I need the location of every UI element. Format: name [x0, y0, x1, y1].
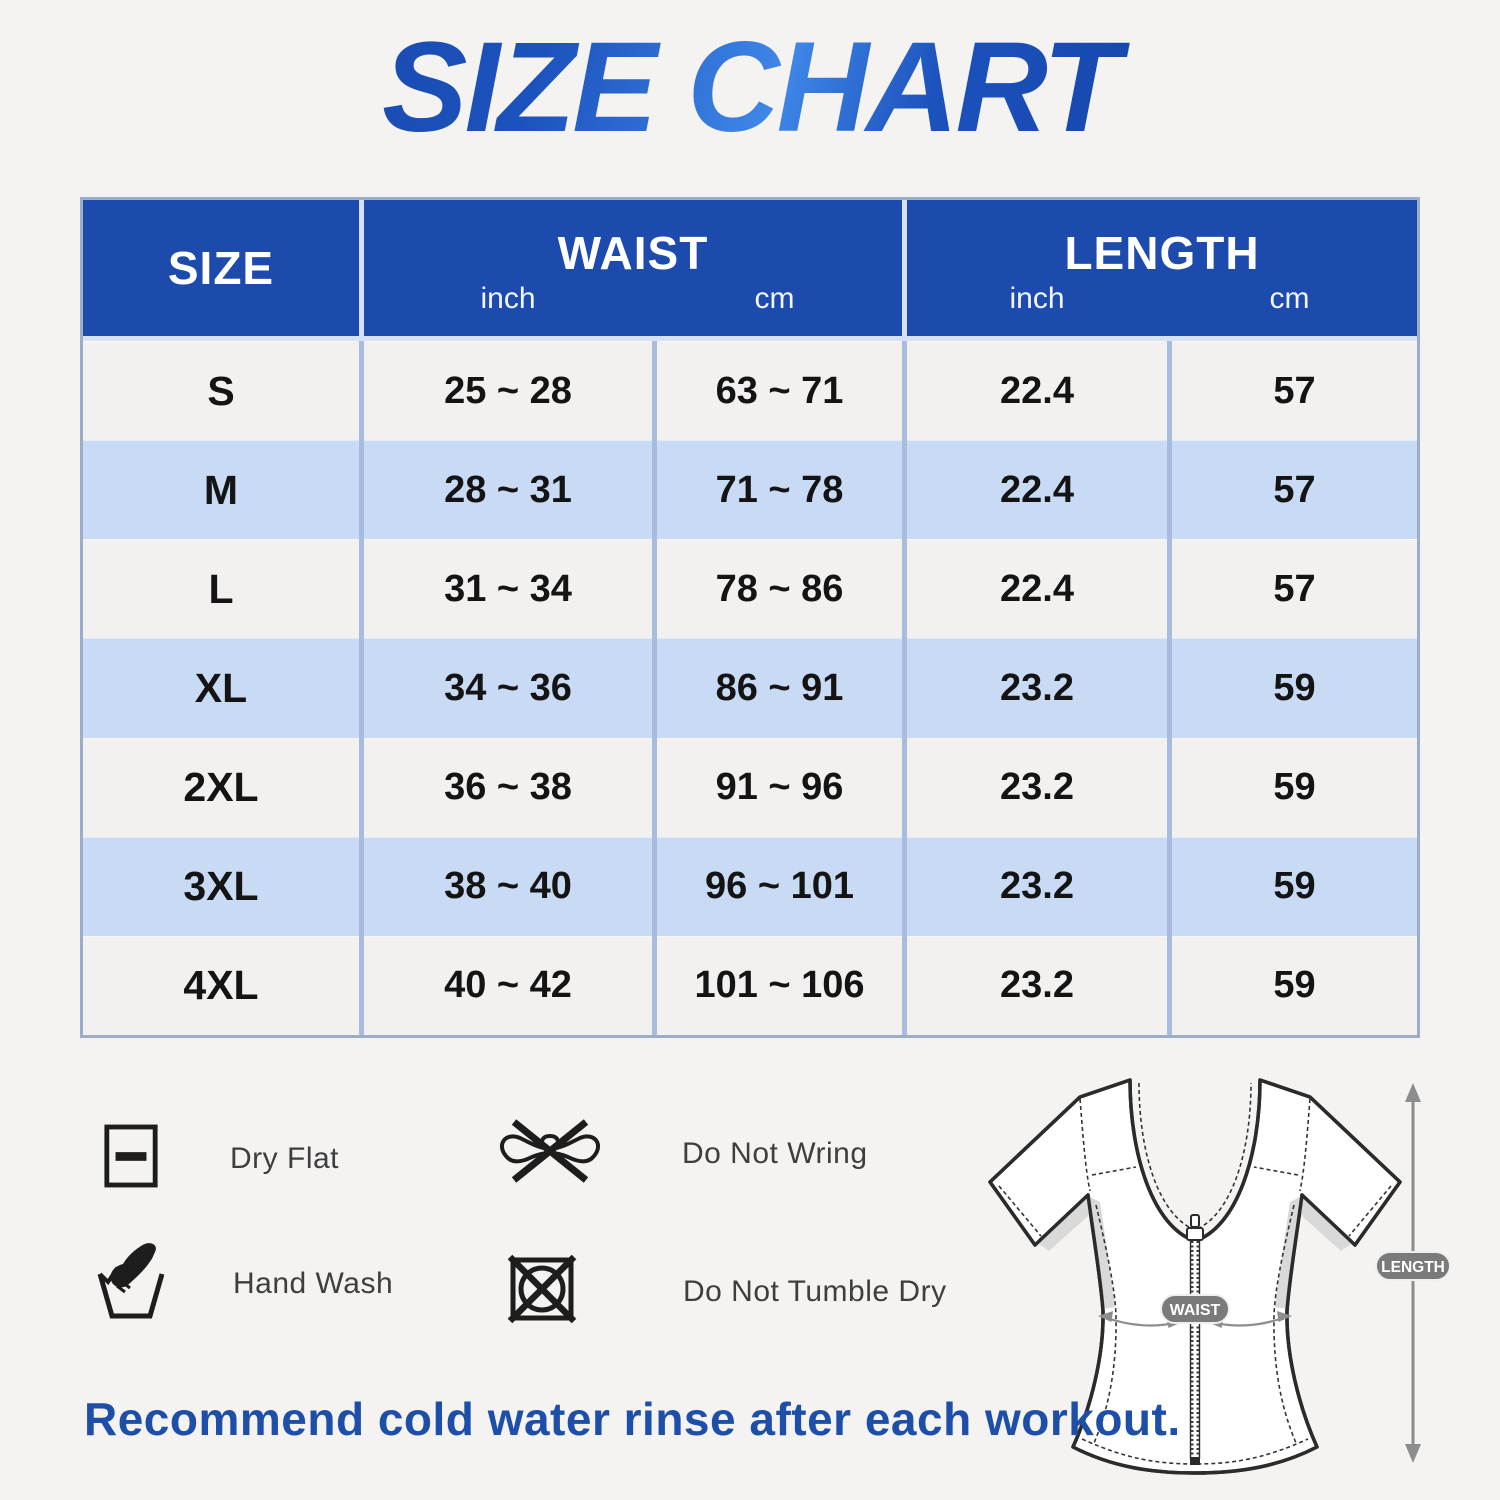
cell-waist-inch: 36 ~ 38: [364, 738, 652, 837]
length-badge: [1376, 1252, 1450, 1280]
cell-waist-cm: 63 ~ 71: [657, 341, 902, 440]
cell-length-inch: 22.4: [907, 341, 1167, 440]
svg-text:WAIST: WAIST: [1169, 1302, 1221, 1319]
cell-length-cm: 59: [1172, 738, 1417, 837]
cell-size: M: [83, 440, 359, 539]
care-item-hand-wash: [95, 1240, 393, 1327]
size-table-header: [83, 200, 1417, 341]
care-label: Do Not Tumble Dry: [683, 1274, 947, 1308]
cell-size: 4XL: [83, 936, 359, 1035]
care-label: Hand Wash: [233, 1266, 394, 1300]
cell-size: S: [83, 341, 359, 440]
cell-waist-cm: 71 ~ 78: [657, 440, 902, 539]
cell-length-inch: 23.2: [907, 837, 1167, 936]
cell-length-inch: 23.2: [907, 936, 1167, 1035]
col-header-waist: [364, 200, 902, 336]
cell-length-inch: 22.4: [907, 539, 1167, 638]
care-label: Do Not Wring: [682, 1136, 868, 1170]
footer-note: Recommend cold water rinse after each workout.: [84, 1393, 1181, 1445]
cell-length-inch: 23.2: [907, 638, 1167, 737]
cell-length-cm: 59: [1172, 837, 1417, 936]
cell-length-cm: 59: [1172, 638, 1417, 737]
cell-waist-inch: 31 ~ 34: [364, 539, 652, 638]
cell-length-cm: 59: [1172, 936, 1417, 1035]
hand-wash-icon: [95, 1240, 167, 1327]
do-not-tumble-dry-icon: [505, 1252, 579, 1331]
cell-length-inch: 22.4: [907, 440, 1167, 539]
cell-size: 3XL: [83, 837, 359, 936]
col-header-length: [907, 200, 1417, 336]
care-item-do-not-tumble-dry: [505, 1252, 947, 1331]
length-unit-inch: inch: [1009, 282, 1065, 315]
cell-waist-cm: 101 ~ 106: [657, 936, 902, 1035]
cell-size: 2XL: [83, 738, 359, 837]
cell-waist-inch: 38 ~ 40: [364, 837, 652, 936]
svg-text:LENGTH: LENGTH: [1381, 1259, 1445, 1276]
care-label: Dry Flat: [230, 1141, 339, 1175]
do-not-wring-icon: [498, 1112, 602, 1195]
cell-waist-inch: 25 ~ 28: [364, 341, 652, 440]
cell-waist-inch: 34 ~ 36: [364, 638, 652, 737]
care-item-do-not-wring: [498, 1112, 868, 1195]
cell-waist-cm: 86 ~ 91: [657, 638, 902, 737]
cell-length-cm: 57: [1172, 440, 1417, 539]
waist-unit-cm: cm: [754, 282, 795, 315]
size-table-body: [83, 341, 1417, 1035]
cell-length-cm: 57: [1172, 341, 1417, 440]
cell-waist-cm: 91 ~ 96: [657, 738, 902, 837]
col-header-waist-label: WAIST: [557, 227, 709, 279]
length-unit-cm: cm: [1269, 282, 1310, 315]
col-header-size: SIZE: [83, 200, 359, 336]
care-item-dry-flat: [102, 1122, 339, 1195]
page-title: SIZE CHART: [0, 14, 1500, 161]
size-table: [80, 197, 1420, 1038]
cell-waist-inch: 28 ~ 31: [364, 440, 652, 539]
cell-waist-cm: 78 ~ 86: [657, 539, 902, 638]
cell-length-cm: 57: [1172, 539, 1417, 638]
col-header-length-label: LENGTH: [1064, 227, 1260, 279]
cell-waist-inch: 40 ~ 42: [364, 936, 652, 1035]
cell-length-inch: 23.2: [907, 738, 1167, 837]
cell-size: L: [83, 539, 359, 638]
waist-badge: [1161, 1295, 1229, 1323]
waist-unit-inch: inch: [480, 282, 536, 315]
dry-flat-icon: [102, 1122, 160, 1195]
cell-waist-cm: 96 ~ 101: [657, 837, 902, 936]
cell-size: XL: [83, 638, 359, 737]
